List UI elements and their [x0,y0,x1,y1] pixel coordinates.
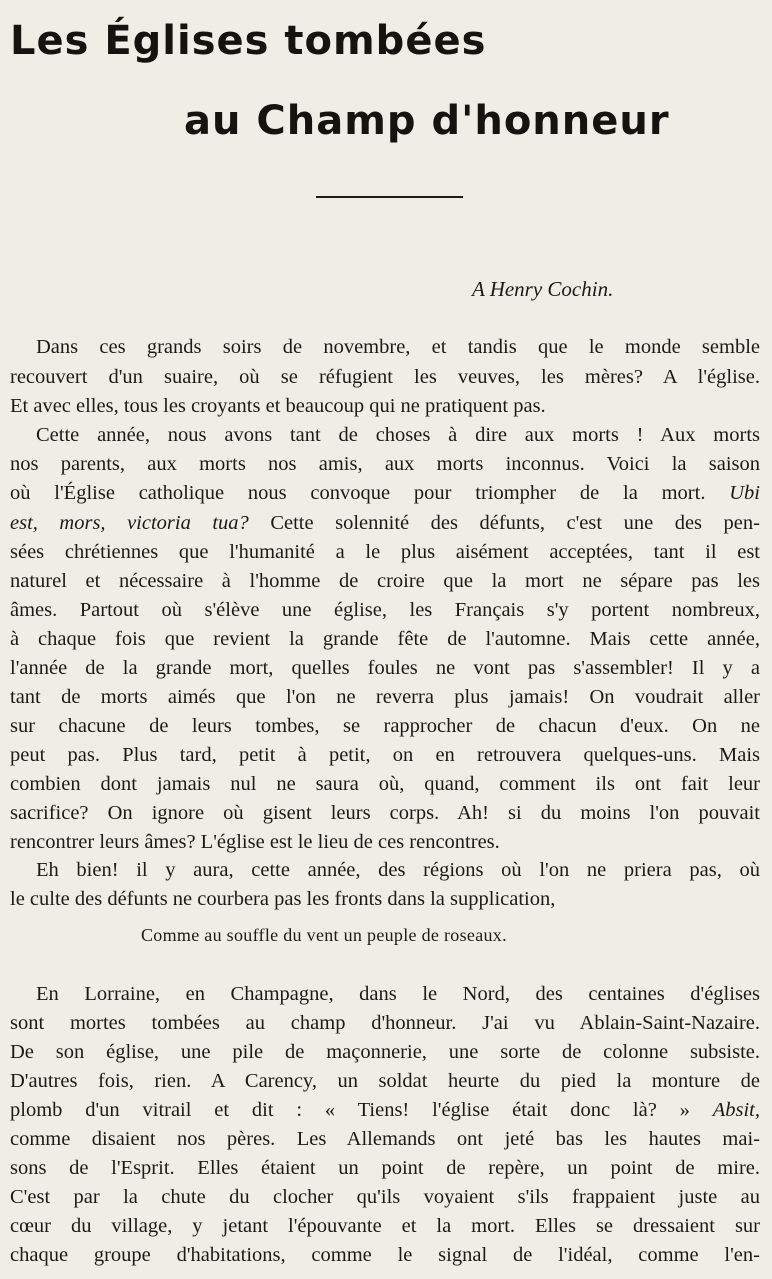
text-line: sons de l'Esprit. Elles étaient un point de repère, un point de mire. [10,1157,760,1179]
dedication: A Henry Cochin. [472,277,614,301]
text-line: chaque groupe d'habitations, comme le signal de l'idéal, comme l'en- [10,1244,760,1266]
text-line: rencontrer leurs âmes? L'église est le lieu de ces rencontres. [10,831,500,853]
text-line [10,1097,760,1124]
text-line: âmes. Partout où s'élève une église, les Français s'y portent nombreux, [10,599,760,621]
text-line: Cette année, nous avons tant de choses à dire aux morts ! Aux morts [36,424,760,446]
text-line: cœur du village, y jetant l'épouvante et la mort. Elles se dressaient sur [10,1215,760,1237]
latin-phrase: est, mors, victoria tua? [10,512,249,534]
text-line: combien dont jamais nul ne saura où, quand, comment ils ont fait leur [10,773,760,795]
text-line: En Lorraine, en Champagne, dans le Nord, des centaines d'églises [36,983,760,1005]
text-line: De son église, une pile de maçonnerie, une sorte de colonne subsiste. [10,1041,760,1063]
text-span: où l'Église catholique nous convoque pour triompher de la mort. [10,482,730,504]
text-span: Cette solennité des défunts, c'est une des pen- [248,512,760,534]
text-line: nos parents, aux morts nos amis, aux morts inconnus. Voici la saison [10,453,760,475]
text-line: Et avec elles, tous les croyants et beaucoup qui ne pratiquent pas. [10,395,546,417]
text-line: sées chrétiennes que l'humanité a le plus aisément acceptées, tant il est [10,541,760,563]
text-line: l'année de la grande mort, quelles foules ne vont pas s'assembler! Il y a [10,657,760,679]
text-line: tant de morts aimés que l'on ne reverra plus jamais! On voudrait aller [10,686,760,708]
title-rule [316,196,463,198]
text-line [10,510,760,537]
verse-quote: Comme au souffle du vent un peuple de roseaux. [141,925,507,945]
text-line: sont mortes tombées au champ d'honneur. J'ai vu Ablain-Saint-Nazaire. [10,1012,760,1034]
text-line: D'autres fois, rien. A Carency, un soldat heurte du pied la monture de [10,1070,760,1092]
text-line: sacrifice? On ignore où gisent leurs corps. Ah! si du moins l'on pouvait [10,802,760,824]
title-line-2: au Champ d'honneur [184,98,670,144]
text-line: C'est par la chute du clocher qu'ils voyaient s'ils frappaient juste au [10,1186,760,1208]
text-span: plomb d'un vitrail et dit : « Tiens! l'église était donc là? » [10,1099,713,1121]
text-line: Eh bien! il y aura, cette année, des régions où l'on ne priera pas, où [36,859,760,881]
text-line [10,480,760,507]
text-line: à chaque fois que revient la grande fête de l'automne. Mais cette année, [10,628,760,650]
text-line: comme disaient nos pères. Les Allemands ont jeté bas les hautes mai- [10,1128,760,1150]
title-line-1: Les Églises tombées [10,18,487,64]
text-line: sur chacune de leurs tombes, se rapprocher de chacun d'eux. On ne [10,715,760,737]
text-line: Dans ces grands soirs de novembre, et tandis que le monde semble [36,336,760,358]
text-line: le culte des défunts ne courbera pas les fronts dans la supplication, [10,888,556,910]
text-line: peut pas. Plus tard, petit à petit, on en retrouvera quelques-uns. Mais [10,744,760,766]
text-line: recouvert d'un suaire, où se réfugient les veuves, les mères? A l'église. [10,366,760,388]
latin-phrase: Absit, [712,1099,760,1121]
text-line: naturel et nécessaire à l'homme de croire que la mort ne sépare pas les [10,570,760,592]
latin-phrase: Ubi [729,482,760,504]
